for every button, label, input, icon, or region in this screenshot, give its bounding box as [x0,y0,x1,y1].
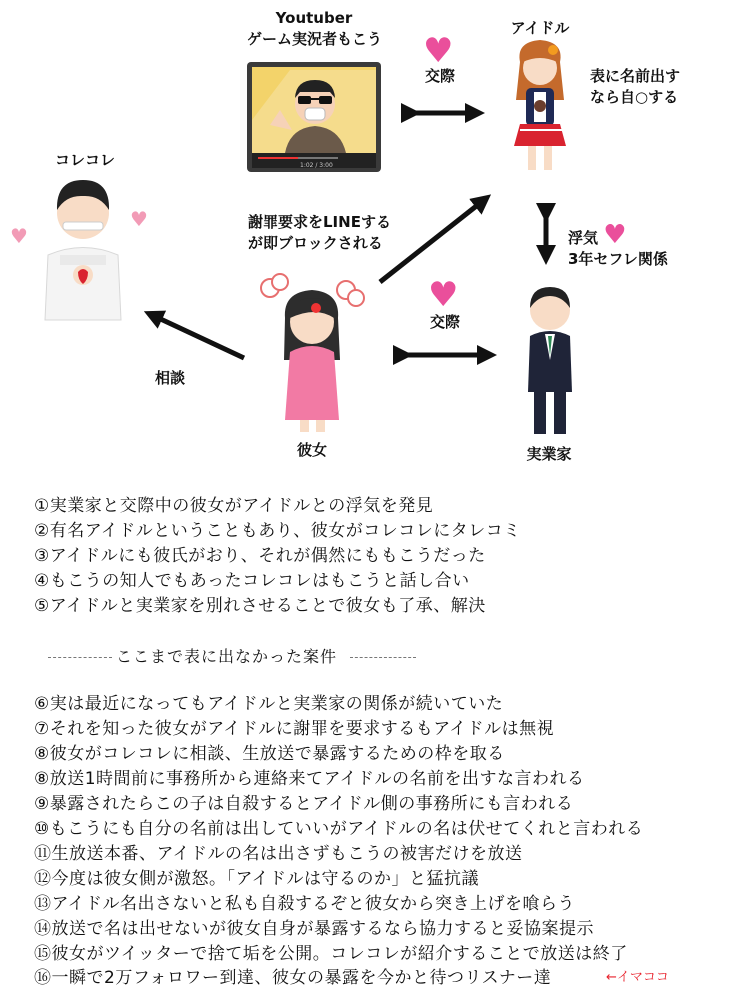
video-time-text: 1:02 / 3:00 [300,162,333,169]
apology-label-line2: が即ブロックされる [248,234,383,252]
list-item: ⑪生放送本番、アイドルの名は出さずもこうの被害だけを放送 [34,844,523,864]
korekore-label: コレコレ [54,151,115,169]
list-item: ①実業家と交際中の彼女がアイドルとの浮気を発見 [34,496,434,516]
divider-line-right [350,657,416,658]
youtuber-video-illustration [247,62,381,172]
cheat-label-line2: 3年セフレ関係 [568,250,668,268]
apology-label [248,212,391,254]
idol-note-line1: 表に名前出す [590,67,681,85]
apology-arrow [380,200,484,282]
dating-top-label: 交際 [424,67,455,85]
current-position-annotation: ←イマココ [606,970,669,985]
korekore-heart-left-icon: ♥ [10,224,28,248]
youtuber-label-line1: Youtuber [275,9,353,27]
list-item: ⑩もこうにも自分の名前は出していいがアイドルの名は伏せてくれと言われる [34,819,644,839]
dating-mid-heart-icon: ♥ [428,275,459,315]
consult-arrow [152,315,244,358]
idol-note-line2: なら自○する [590,88,679,106]
dating-mid-label: 交際 [429,313,460,331]
list-item: ⑤アイドルと実業家を別れさせることで彼女も了承、解決 [34,596,486,616]
list-item: ⑮彼女がツイッターで捨て垢を公開。コレコレが紹介することで放送は終了 [34,944,628,964]
youtuber-label-line2: ゲーム実況者もこう [247,30,383,48]
list-item: ③アイドルにも彼氏がおり、それが偶然にももこうだった [34,546,486,566]
list-item: ⑥実は最近になってもアイドルと実業家の関係が続いていた [34,694,504,714]
businessman-illustration [528,287,572,434]
girlfriend-label: 彼女 [296,441,327,459]
list-item: ⑯一瞬で2万フォロワー到達、彼女の暴露を今かと待つリスナー達 [34,968,552,988]
broken-heart-icon: ♥ [603,220,627,250]
list-item: ⑭放送で名は出せないが彼女自身が暴露するなら協力すると妥協案提示 [34,919,594,939]
dating-top-heart-icon: ♥ [423,31,454,71]
list-item: ⑨暴露されたらこの子は自殺するとアイドル側の事務所にも言われる [34,794,574,814]
idol-note [590,66,680,108]
youtuber-label [247,8,381,50]
idol-illustration [514,40,566,178]
korekore-illustration [45,180,121,320]
list-item: ⑧放送1時間前に事務所から連絡来てアイドルの名前を出すな言われる [34,769,585,789]
list-item: ④もこうの知人でもあったコレコレはもこうと話し合い [34,571,470,591]
girlfriend-illustration [284,290,340,432]
list-item: ⑬アイドル名出さないと私も自殺するぞと彼女から突き上げを喰らう [34,894,575,914]
korekore-heart-right-icon: ♥ [130,207,148,231]
list-item: ⑫今度は彼女側が激怒。「アイドルは守るのか」と猛抗議 [34,869,479,889]
list-item: ⑦それを知った彼女がアイドルに謝罪を要求するもアイドルは無視 [34,719,555,739]
cheat-label [568,222,668,270]
divider-line-left [48,657,112,658]
list-item: ②有名アイドルということもあり、彼女がコレコレにタレコミ [34,521,521,541]
list-item: ⑧彼女がコレコレに相談、生放送で暴露するための枠を取る [34,744,505,764]
cheat-label-line1 [568,222,668,249]
idol-label: アイドル [510,19,570,37]
cheat-label-text: 浮気 [568,229,599,247]
businessman-label: 実業家 [526,445,572,463]
apology-label-line1: 謝罪要求をLINEする [248,213,391,231]
consult-label: 相談 [154,369,185,387]
divider-text: ここまで表に出なかった案件 [116,647,338,666]
